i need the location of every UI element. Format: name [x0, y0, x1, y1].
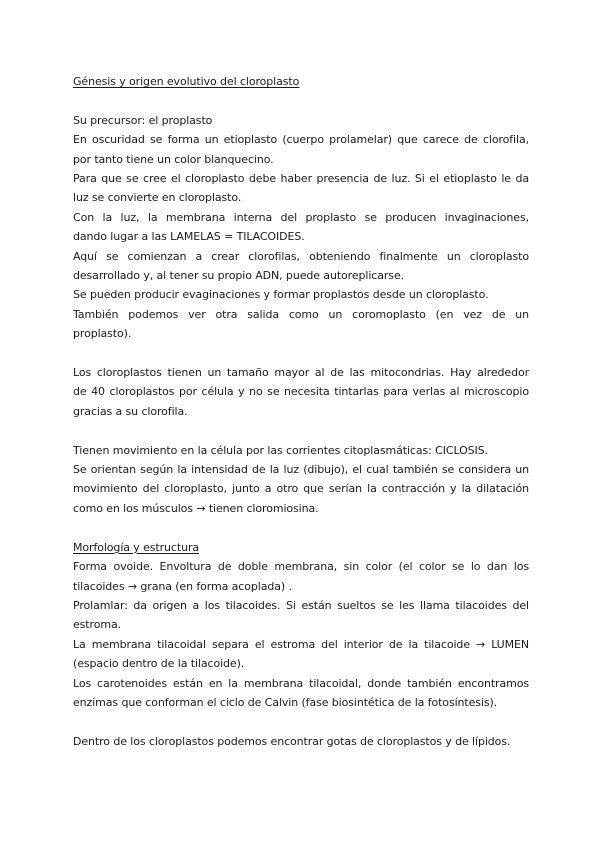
- text-line: estroma.: [73, 618, 121, 632]
- text-line: Prolamlar: da origen a los tilacoides. Si están sueltos se les llama tilacoides del: [73, 598, 529, 612]
- spacer: [73, 344, 529, 363]
- text-line: Los cloroplastos tienen un tamaño mayor al de las mitocondrias. Hay alrededor: [73, 366, 529, 380]
- text-line: Dentro de los cloroplastos podemos encontrar gotas de cloroplastos y de lípidos.: [73, 734, 511, 748]
- spacer: [73, 518, 529, 537]
- spacer: [73, 91, 529, 110]
- text-line: luz se convierte en cloroplasto.: [73, 191, 242, 205]
- subtitle-precursor: Su precursor: el proplasto: [73, 113, 213, 127]
- text-line: Con la luz, la membrana interna del proplasto se producen invaginaciones,: [73, 210, 529, 224]
- spacer: [73, 421, 529, 440]
- text-line: Se pueden producir evaginaciones y formar proplastos desde un cloroplasto.: [73, 288, 489, 302]
- text-line: También podemos ver otra salida como un coromoplasto (en vez de un: [73, 307, 529, 321]
- heading-morfologia: Morfología y estructura: [73, 540, 200, 554]
- spacer: [73, 712, 529, 731]
- text-line: Para que se cree el cloroplasto debe haber presencia de luz. Si el etioplasto le da: [73, 172, 529, 186]
- text-line: La membrana tilacoidal separa el estroma del interior de la tilacoide → LUMEN: [73, 637, 529, 651]
- text-line: dando lugar a las LAMELAS = TILACOIDES.: [73, 230, 305, 244]
- text-line: Los carotenoides están en la membrana tilacoidal, donde también encontramos: [73, 676, 529, 690]
- text-line: (espacio dentro de la tilacoide).: [73, 657, 245, 671]
- text-line: Se orientan según la intensidad de la luz (dibujo), el cual también se considera un: [73, 463, 529, 477]
- text-line: como en los músculos → tienen cloromiosina.: [73, 501, 319, 515]
- text-line: movimiento del cloroplasto, junto a otro que serían la contracción y la dilatación: [73, 482, 529, 496]
- text-line: gracias a su clorofila.: [73, 404, 188, 418]
- heading-genesis: Génesis y origen evolutivo del cloroplasto: [73, 75, 300, 88]
- text-line: Forma ovoide. Envoltura de doble membrana, sin color (el color se lo dan los: [73, 560, 529, 574]
- text-line: enzimas que conforman el ciclo de Calvin (fase biosintética de la fotosíntesis).: [73, 695, 498, 709]
- text-line: tilacoides → grana (en forma acoplada) .: [73, 579, 292, 593]
- text-line: desarrollado y, al tener su propio ADN, puede autoreplicarse.: [73, 269, 405, 283]
- text-line: Tienen movimiento en la célula por las corrientes citoplasmáticas: CICLOSIS.: [73, 443, 488, 457]
- text-line: proplasto).: [73, 327, 132, 341]
- text-line: En oscuridad se forma un etioplasto (cuerpo prolamelar) que carece de clorofila,: [73, 133, 529, 147]
- text-line: por tanto tiene un color blanquecino.: [73, 152, 274, 166]
- text-line: de 40 cloroplastos por célula y no se necesita tintarlas para verlas al microscopio: [73, 385, 529, 399]
- text-line: Aquí se comienzan a crear clorofilas, obteniendo finalmente un cloroplasto: [73, 249, 529, 263]
- document-page: [73, 72, 529, 751]
